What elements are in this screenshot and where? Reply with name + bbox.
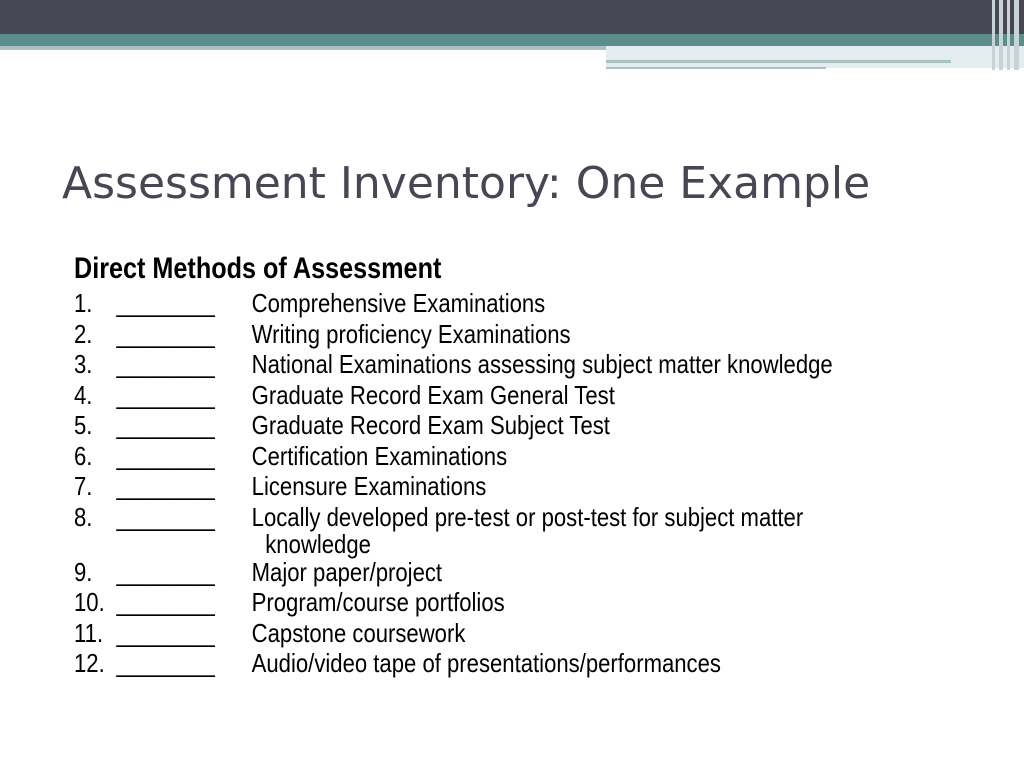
item-label-continuation: knowledge: [265, 529, 371, 559]
item-number: 1.: [74, 288, 93, 318]
list-item: [74, 648, 839, 679]
header-accent-rule: [606, 60, 951, 63]
item-number: 9.: [74, 556, 93, 587]
answer-blank: ________: [116, 648, 215, 678]
list-item: [74, 587, 839, 618]
item-text: [252, 349, 833, 380]
item-number: 5.: [74, 410, 93, 440]
answer-blank: ________: [116, 410, 215, 440]
answer-blank: ________: [116, 556, 215, 587]
answer-blank: ________: [116, 349, 215, 379]
item-label: Certification Examinations: [251, 440, 508, 471]
item-number: 12.: [74, 648, 105, 678]
item-label: Major paper/project: [251, 556, 443, 587]
item-text: [252, 502, 804, 557]
item-number: 3.: [74, 349, 93, 379]
item-text: [252, 618, 466, 649]
item-label: Comprehensive Examinations: [251, 288, 546, 318]
section-heading: Direct Methods of Assessment: [74, 252, 442, 285]
answer-blank: ________: [116, 318, 215, 349]
item-label: Licensure Examinations: [251, 471, 487, 501]
list-item: [74, 319, 839, 350]
list-item: [74, 349, 839, 380]
list-item: [74, 380, 839, 411]
header-stripes: [990, 0, 1024, 70]
slide-body: [74, 250, 974, 679]
item-text: [252, 587, 505, 618]
item-text: [252, 410, 610, 441]
slide-title: Assessment Inventory: One Example: [62, 158, 871, 209]
header-accent-box: [606, 46, 1024, 68]
list-item: [74, 410, 839, 441]
item-text: [252, 319, 571, 350]
item-text: [252, 441, 507, 472]
list-item: [74, 502, 839, 557]
answer-blank: ________: [116, 501, 215, 532]
list-item: [74, 288, 839, 319]
answer-blank: ________: [116, 617, 215, 648]
list-item: [74, 618, 839, 649]
answer-blank: ________: [116, 440, 215, 471]
answer-blank: ________: [116, 471, 215, 501]
item-text: [252, 288, 546, 319]
item-label: Audio/video tape of presentations/performances: [251, 648, 721, 678]
answer-blank: ________: [116, 379, 215, 410]
list-item: [74, 557, 839, 588]
header-banner: [0, 0, 1024, 34]
item-text: [252, 380, 615, 411]
answer-blank: ________: [116, 288, 215, 318]
item-number: 4.: [74, 379, 93, 410]
item-number: 2.: [74, 318, 93, 349]
item-number: 7.: [74, 471, 93, 501]
item-label: National Examinations assessing subject matter knowledge: [251, 349, 833, 379]
item-label: Capstone coursework: [251, 617, 466, 648]
item-text: [252, 557, 442, 588]
answer-blank: ________: [116, 587, 215, 617]
methods-list: [74, 288, 974, 679]
item-number: 10.: [74, 587, 105, 617]
item-number: 8.: [74, 501, 93, 532]
header-accent-line: [0, 46, 608, 50]
header-accent-rule: [606, 67, 826, 69]
item-label: Locally developed pre-test or post-test for subject matter: [251, 501, 804, 532]
list-item: [74, 441, 839, 472]
item-number: 6.: [74, 440, 93, 471]
list-item: [74, 471, 839, 502]
item-text: [252, 471, 487, 502]
item-label: Graduate Record Exam Subject Test: [251, 410, 610, 440]
item-label: Graduate Record Exam General Test: [251, 379, 615, 410]
item-label: Writing proficiency Examinations: [251, 318, 571, 349]
item-number: 11.: [74, 617, 104, 648]
item-label: Program/course portfolios: [251, 587, 505, 617]
item-text: [252, 648, 721, 679]
header-accent-bar: [0, 34, 1024, 46]
